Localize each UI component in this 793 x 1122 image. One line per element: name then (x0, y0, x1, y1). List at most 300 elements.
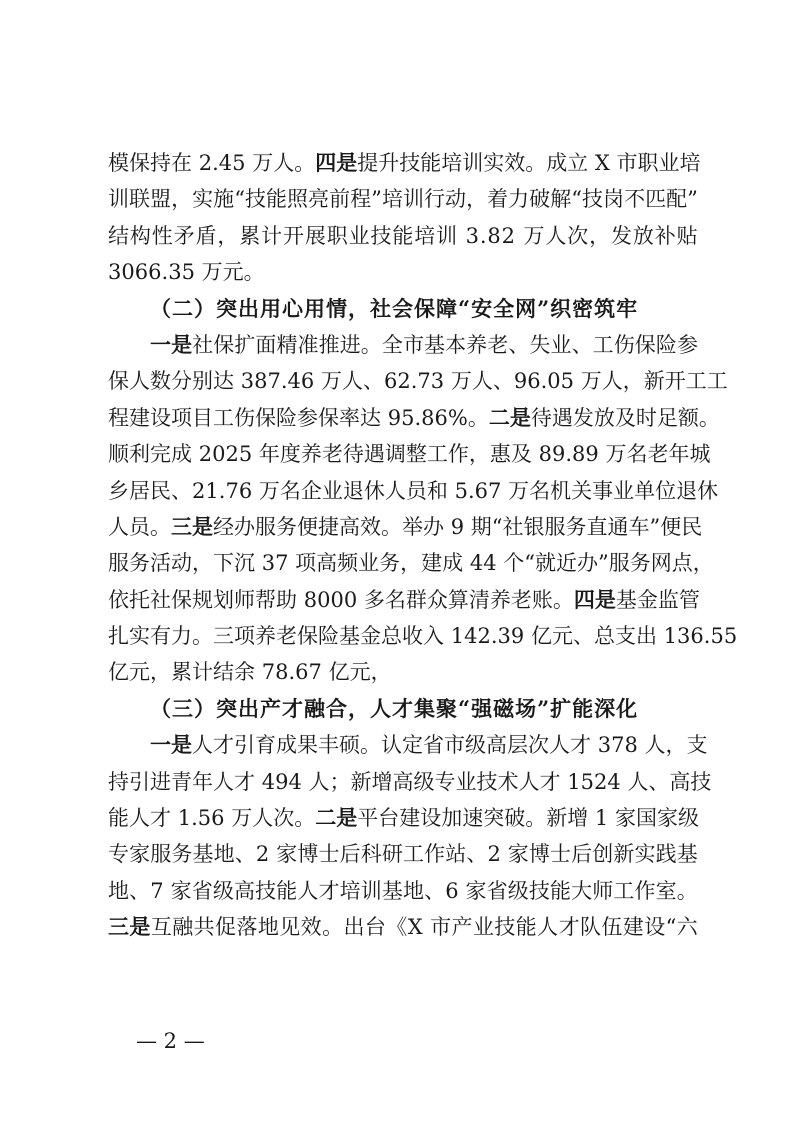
text-char: 服 (255, 514, 276, 539)
text-char: 万 (231, 806, 253, 831)
text-char: 2 (477, 624, 491, 649)
text-char: 。 (552, 587, 574, 612)
text-char: 能 (550, 878, 571, 903)
text-char (458, 218, 465, 254)
text-char: 4 (469, 551, 484, 576)
text-char: 保 (634, 332, 656, 357)
text-char: 持 (108, 769, 129, 794)
text-char: 收 (402, 624, 423, 649)
text-char: 0 (330, 587, 344, 612)
text-char: 5 (580, 769, 594, 794)
text-char: 进 (150, 769, 171, 794)
text-char: 践 (655, 842, 677, 867)
text-char: 3 (497, 624, 511, 649)
text-char: 技 (494, 915, 516, 940)
text-char: 车 (628, 514, 650, 539)
text-char: 足 (656, 405, 678, 430)
text-char: 多 (363, 587, 385, 612)
text-char: 4 (483, 551, 497, 576)
text-char: 9 (510, 624, 525, 649)
text-char (591, 727, 598, 763)
text-char: 保 (129, 151, 150, 175)
text-char: 社 (150, 587, 171, 612)
bold-lead-char: 三 (171, 513, 192, 539)
text-char (192, 145, 199, 181)
text-char: 程 (108, 405, 129, 430)
text-char: 帮 (255, 587, 276, 612)
text-char: 6 (434, 405, 448, 430)
text-char (657, 618, 664, 654)
bold-lead-char: 二 (488, 404, 510, 430)
text-char: 、 (572, 624, 594, 649)
text-char: 才 (234, 769, 255, 794)
text-line (108, 218, 698, 254)
text-char: 达 (360, 405, 381, 430)
text-char: 度 (279, 442, 301, 467)
text-char: 业 (455, 769, 477, 794)
text-char: 5 (232, 151, 246, 175)
text-char (608, 800, 615, 836)
text-char: 、 (129, 878, 151, 903)
text-char: 万 (508, 478, 530, 503)
text-char: 人 (252, 806, 274, 831)
text-char: 务 (565, 514, 587, 539)
text-char: 职 (326, 223, 348, 248)
text-char: 站 (445, 842, 467, 867)
text-char: 9 (275, 769, 289, 794)
text-char: 产 (451, 915, 473, 940)
text-char: 出 (343, 915, 365, 940)
text-char: 6 (238, 478, 253, 503)
text-char: 参 (676, 332, 698, 357)
text-char: 3 (108, 260, 122, 285)
text-char: 基 (339, 624, 360, 649)
text-char: 年 (668, 442, 690, 467)
text-char: 。 (676, 878, 698, 903)
text-char: 项 (171, 405, 192, 430)
text-char: 、 (466, 842, 488, 867)
text-char: 青 (171, 769, 192, 794)
text-char: 训 (402, 187, 424, 212)
text-char: 分 (171, 369, 192, 394)
text-char: 实 (192, 187, 214, 212)
text-char: 新 (613, 842, 635, 867)
text-char: 1 (594, 806, 609, 831)
text-char: 岗 (603, 187, 625, 212)
text-char: 。 (294, 151, 316, 175)
text-char: 计 (192, 660, 213, 685)
text-char: 提 (357, 151, 379, 175)
text-char (322, 654, 329, 690)
text-char: 丰 (318, 733, 339, 758)
text-char: 待 (342, 442, 364, 467)
text-char: 8 (275, 660, 289, 685)
text-char: 效 (504, 151, 526, 175)
text-char: 5 (401, 405, 415, 430)
text-char: 7 (261, 660, 276, 685)
text-char: 升 (378, 151, 400, 175)
bold-lead-char: 四 (315, 150, 337, 175)
bold-lead-char: 二 (315, 805, 337, 831)
text-char: 顺 (108, 442, 129, 467)
text-char: ， (665, 733, 687, 758)
text-char: 计 (261, 223, 283, 248)
text-char: . (490, 624, 498, 649)
text-char: 行 (424, 187, 445, 212)
text-char: 次 (528, 733, 549, 758)
text-char (269, 836, 276, 872)
text-char (252, 436, 259, 472)
text-char: 人 (129, 806, 150, 831)
text-char: 0 (547, 369, 561, 394)
text-char: 前 (329, 187, 351, 212)
text-char: 务 (629, 551, 651, 576)
bold-lead-char: 四 (573, 586, 595, 612)
text-char (381, 400, 388, 436)
text-char: 2 (397, 369, 411, 394)
text-char: 办 (423, 514, 444, 539)
text-char: 8 (254, 369, 268, 394)
text-char: 总 (381, 624, 402, 649)
text-char: 训 (108, 187, 129, 212)
text-char: 业 (613, 478, 635, 503)
text-char: 惠 (489, 442, 511, 467)
text-char: 实 (634, 842, 656, 867)
text-char: 业 (358, 551, 380, 576)
text-char: 老 (510, 587, 532, 612)
text-char (195, 254, 202, 290)
text-char: 4 (218, 151, 233, 175)
text-line (108, 800, 698, 836)
text-char: 6 (211, 806, 225, 831)
text-char: 个 (503, 551, 525, 576)
text-char: 作 (447, 442, 469, 467)
text-char: 活 (150, 551, 171, 576)
text-line (108, 400, 720, 436)
text-char: 基 (615, 587, 637, 612)
text-char: 人 (644, 733, 666, 758)
text-char: 名 (279, 478, 301, 503)
text-char: 联 (129, 187, 151, 212)
text-char: 能 (420, 151, 442, 175)
text-char: 家 (507, 842, 529, 867)
text-line (108, 764, 712, 800)
text-char: 博 (528, 842, 550, 867)
text-char: 休 (697, 478, 719, 503)
text-char: 项 (234, 624, 255, 649)
text-char: 1 (450, 624, 465, 649)
text-char: 人 (537, 915, 559, 940)
text-char: 开 (664, 369, 686, 394)
text-char: “ (491, 514, 503, 539)
text-char: 见 (279, 915, 301, 940)
bold-lead-char: 是 (171, 732, 192, 758)
text-char: 级 (413, 769, 435, 794)
text-char: 工 (213, 405, 234, 430)
text-char: 放 (593, 405, 615, 430)
text-char: 成 (276, 733, 297, 758)
text-char: 8 (421, 405, 435, 430)
text-char (192, 436, 199, 472)
text-char: 7 (308, 660, 322, 685)
text-char: 9 (551, 442, 566, 467)
text-char: 人 (471, 369, 493, 394)
text-char: 贴 (676, 223, 698, 248)
text-char: 7 (488, 478, 502, 503)
text-char: 6 (445, 878, 459, 903)
text-char: 。 (525, 151, 547, 175)
text-char: 设 (150, 405, 171, 430)
text-char: 9 (513, 369, 528, 394)
text-char: . (218, 478, 226, 503)
text-char: 层 (507, 733, 528, 758)
text-char: ， (370, 660, 392, 685)
text-char: 次 (567, 223, 589, 248)
text-char: 6 (474, 478, 488, 503)
text-char: 3 (168, 260, 182, 285)
text-char: 人 (549, 733, 570, 758)
text-char: 民 (150, 478, 171, 503)
text-char (501, 473, 508, 509)
text-char: 伤 (613, 332, 635, 357)
text-char: 。 (525, 806, 547, 831)
text-char: 及 (614, 405, 636, 430)
text-char: 训 (462, 151, 484, 175)
bold-lead-char: 是 (509, 404, 531, 430)
text-char: 万 (258, 478, 280, 503)
text-char: 0 (317, 587, 331, 612)
text-line (108, 545, 714, 581)
text-char: 高 (392, 769, 414, 794)
text-char: 工 (706, 369, 728, 394)
text-char: 数 (150, 369, 171, 394)
text-char: 待 (530, 405, 552, 430)
text-char: 3 (430, 369, 445, 394)
text-char: 调 (384, 442, 406, 467)
text-char: 别 (192, 369, 213, 394)
text-char: 5 (181, 260, 195, 285)
text-char: 退 (342, 478, 364, 503)
text-char: 力 (171, 624, 192, 649)
text-char: 划 (213, 587, 234, 612)
text-char: 依 (108, 587, 129, 612)
text-char: 银 (523, 514, 545, 539)
text-line (108, 727, 708, 763)
text-char: 时 (635, 405, 657, 430)
text-char: 老 (321, 442, 343, 467)
text-char: 4 (464, 624, 478, 649)
text-char: 1 (205, 478, 219, 503)
text-char: 名 (384, 587, 406, 612)
text-char: 破 (504, 806, 526, 831)
text-char: 后 (571, 842, 593, 867)
text-char: 7 (275, 551, 289, 576)
text-char: 2 (198, 442, 213, 467)
text-char: 年 (192, 769, 213, 794)
text-char: 博 (297, 842, 319, 867)
text-char: 地 (213, 842, 235, 867)
text-char: 人 (108, 514, 129, 539)
text-char: 总 (593, 624, 615, 649)
text-char: . (288, 660, 296, 685)
text-char: 社 (192, 332, 214, 357)
text-char: 解 (550, 187, 572, 212)
text-line (108, 473, 719, 509)
text-char: 技 (476, 769, 498, 794)
text-char (574, 363, 581, 399)
text-char: 5 (560, 369, 574, 394)
text-char: 配 (666, 187, 688, 212)
text-char: 入 (423, 624, 444, 649)
text-char: 市 (402, 332, 424, 357)
text-char: 便 (660, 514, 682, 539)
text-char: 实 (129, 624, 150, 649)
text-char: 5 (238, 442, 253, 467)
text-char (444, 509, 451, 545)
text-char: . (212, 151, 219, 175)
text-char: 3 (597, 733, 612, 758)
text-char: 休 (363, 478, 385, 503)
text-char: 突 (483, 806, 505, 831)
text-char: 引 (129, 769, 150, 794)
text-char: 才 (213, 733, 234, 758)
text-char: 室 (655, 878, 677, 903)
text-char: 台 (378, 806, 400, 831)
text-line (108, 836, 698, 872)
text-char: 便 (297, 514, 318, 539)
text-char: 能 (276, 878, 298, 903)
text-char: 金 (636, 587, 658, 612)
text-char: 2 (198, 151, 213, 175)
text-line (108, 145, 701, 181)
text-char: 才 (570, 733, 591, 758)
text-char: 、 (571, 332, 593, 357)
text-char (423, 909, 430, 945)
text-char: 技 (244, 187, 266, 212)
text-char: 放 (632, 223, 654, 248)
text-char: 。 (467, 405, 489, 430)
text-char: 保 (318, 405, 339, 430)
text-char: 业 (348, 223, 370, 248)
text-char: 就 (535, 551, 556, 576)
text-char: 家 (465, 878, 487, 903)
text-char: 技 (528, 878, 550, 903)
text-char: 工 (402, 842, 424, 867)
text-char: 规 (192, 587, 213, 612)
text-char: 施 (213, 187, 235, 212)
paragraph-social-security (108, 327, 738, 691)
text-char: 能 (515, 915, 537, 940)
text-char: 险 (276, 405, 297, 430)
text-char: 遇 (363, 442, 385, 467)
text-char: 算 (447, 587, 469, 612)
text-char: 8 (303, 587, 318, 612)
text-char: 落 (236, 915, 258, 940)
text-char: 照 (287, 187, 309, 212)
text-char: 本 (445, 332, 467, 357)
text-char: 、 (362, 369, 384, 394)
text-char: 工 (426, 442, 448, 467)
text-char: 精 (276, 332, 298, 357)
text-char (164, 873, 171, 909)
text-char: 6 (383, 369, 398, 394)
text-char: ” (371, 187, 382, 212)
text-char: 盾 (195, 223, 217, 248)
text-char: 专 (108, 842, 129, 867)
text-char: 开 (283, 223, 304, 248)
text-char: 队 (579, 915, 601, 940)
text-char: 社 (502, 514, 524, 539)
text-char: 高 (233, 878, 255, 903)
text-char: 事 (592, 478, 614, 503)
text-char: 保 (108, 369, 129, 394)
text-char: 2 (593, 769, 608, 794)
text-char: 业 (321, 478, 343, 503)
text-char (225, 800, 232, 836)
text-char: 人 (518, 769, 540, 794)
text-char: 建 (622, 915, 644, 940)
text-char (444, 363, 451, 399)
text-char: 。 (243, 260, 265, 285)
text-char (255, 545, 262, 581)
text-char: 训 (360, 878, 382, 903)
text-char: 市 (616, 151, 638, 175)
text-char: 支 (614, 624, 636, 649)
text-char: 元 (129, 660, 150, 685)
text-char: 6 (527, 369, 541, 394)
text-char: 乡 (108, 478, 129, 503)
text-char: 3 (677, 624, 691, 649)
text-char: 老 (276, 624, 297, 649)
text-char: . (280, 369, 288, 394)
text-char: 面 (255, 332, 277, 357)
text-char: 效 (300, 915, 322, 940)
text-char (588, 800, 595, 836)
text-char: 才 (150, 806, 171, 831)
text-char: 进 (339, 332, 361, 357)
text-char: 高 (316, 551, 338, 576)
text-char (234, 363, 241, 399)
text-char: 家 (614, 806, 636, 831)
text-char: 融 (172, 915, 194, 940)
text-char (532, 436, 539, 472)
text-char: 务 (276, 514, 297, 539)
text-char: 研 (381, 842, 403, 867)
text-char: 机 (550, 478, 572, 503)
text-char: ” (598, 551, 609, 576)
text-char: 参 (297, 405, 318, 430)
text-char: 老 (647, 442, 669, 467)
text-char: 4 (288, 769, 302, 794)
text-char: % (447, 405, 468, 430)
text-char: 发 (572, 405, 594, 430)
text-char: 直 (586, 514, 608, 539)
text-char: “ (571, 187, 582, 212)
text-char: 出 (635, 624, 657, 649)
text-char: 引 (234, 733, 255, 758)
text-char: 沉 (234, 551, 255, 576)
text-char (501, 836, 508, 872)
text-char: 服 (150, 842, 172, 867)
text-char: 2 (225, 442, 239, 467)
text-char: 动 (171, 551, 192, 576)
text-char: 新 (546, 806, 568, 831)
text-char: 及 (510, 442, 532, 467)
text-char: 捷 (318, 514, 339, 539)
text-char: 成 (171, 442, 192, 467)
text-char: 务 (379, 551, 401, 576)
text-char: 居 (129, 478, 150, 503)
